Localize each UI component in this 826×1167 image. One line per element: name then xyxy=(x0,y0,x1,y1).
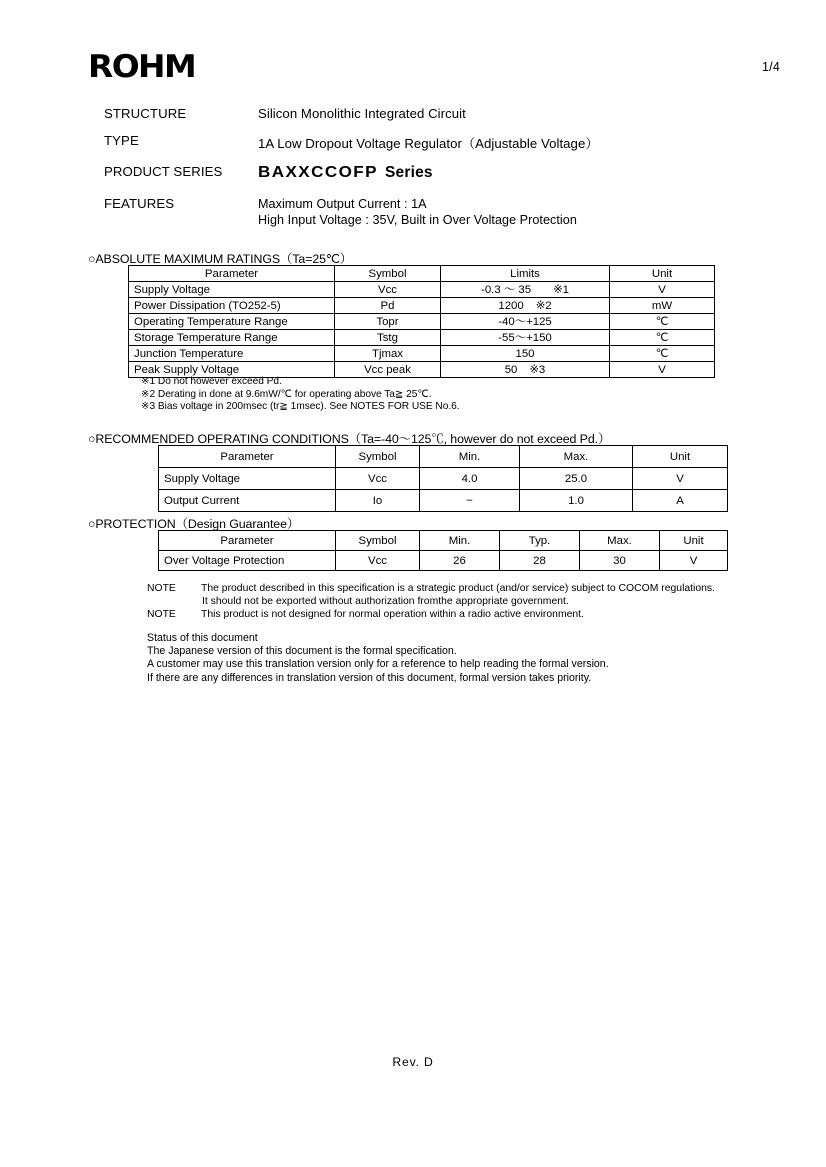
cell-unit: V xyxy=(610,362,715,378)
footnote-1: ※1 Do not however exceed Pd. xyxy=(141,376,282,387)
table-header-row xyxy=(159,446,728,468)
column-header-unit: Unit xyxy=(660,531,728,551)
status-line-2: The Japanese version of this document is the formal specification. xyxy=(147,645,457,658)
cell-symbol: Vcc xyxy=(336,551,420,571)
column-header-parameter: Parameter xyxy=(159,446,336,468)
structure-label: STRUCTURE xyxy=(104,106,187,121)
cell-parameter: Storage Temperature Range xyxy=(129,330,335,346)
cell-symbol: Tstg xyxy=(335,330,441,346)
cell-unit: ℃ xyxy=(610,346,715,362)
cell-symbol: Vcc xyxy=(335,282,441,298)
cell-min: − xyxy=(420,490,520,512)
product-series-label: PRODUCT SERIES xyxy=(104,164,223,179)
column-header-min: Min. xyxy=(420,531,500,551)
limits-note-ref: ※1 xyxy=(553,283,569,296)
structure-value: Silicon Monolithic Integrated Circuit xyxy=(258,106,466,121)
document-header xyxy=(0,0,826,100)
column-header-typ: Typ. xyxy=(500,531,580,551)
recommended-operating-conditions-table xyxy=(158,445,728,512)
features-label: FEATURES xyxy=(104,196,175,211)
status-line-3: A customer may use this translation version only for a reference to help reading the formal version. xyxy=(147,658,609,671)
limits-value: 50 xyxy=(504,363,518,376)
column-header-symbol: Symbol xyxy=(336,446,420,468)
table-row xyxy=(159,468,728,490)
features-line-2: High Input Voltage : 35V, Built in Over Voltage Protection xyxy=(258,213,577,227)
limits-value: -0.3 ～ 35 xyxy=(481,283,532,296)
table-header-row xyxy=(159,531,728,551)
cell-parameter: Peak Supply Voltage xyxy=(129,362,335,378)
note-1 xyxy=(147,583,715,596)
notes-block xyxy=(147,583,715,621)
column-header-parameter: Parameter xyxy=(129,266,335,282)
type-label: TYPE xyxy=(104,133,139,148)
cell-max: 1.0 xyxy=(520,490,633,512)
rohm-logo: ROHM xyxy=(88,49,196,85)
cell-symbol: Topr xyxy=(335,314,441,330)
cell-unit: ℃ xyxy=(610,314,715,330)
absolute-maximum-ratings-table xyxy=(128,265,715,378)
cell-symbol: Vcc xyxy=(336,468,420,490)
specification-summary xyxy=(104,106,764,240)
features-value xyxy=(258,196,577,228)
spec-row-product-series xyxy=(104,164,764,182)
protection-heading-text: PROTECTION（Design Guarantee） xyxy=(95,517,300,531)
cell-max: 30 xyxy=(580,551,660,571)
column-header-unit: Unit xyxy=(633,446,728,468)
column-header-min: Min. xyxy=(420,446,520,468)
product-series-suffix: Series xyxy=(385,164,433,181)
recommended-operating-conditions-heading-text: RECOMMENDED OPERATING CONDITIONS（Ta=-40～125℃, however do not exceed Pd.） xyxy=(95,432,611,446)
limits-note-ref: ※2 xyxy=(535,299,552,312)
product-series-value-wrap xyxy=(258,164,433,182)
cell-unit: V xyxy=(633,468,728,490)
table-row xyxy=(159,551,728,571)
cell-parameter: Supply Voltage xyxy=(129,282,335,298)
status-of-document-block xyxy=(147,632,609,685)
table-row xyxy=(129,330,715,346)
cell-min: 26 xyxy=(420,551,500,571)
footnote-3: ※3 Bias voltage in 200msec (tr≧ 1msec). See NOTES FOR USE No.6. xyxy=(141,401,460,413)
cell-unit: ℃ xyxy=(610,330,715,346)
document-footer xyxy=(0,1055,826,1069)
revision-label: Rev. D xyxy=(392,1055,434,1069)
note-2-text: This product is not designed for normal operation within a radio active environment. xyxy=(201,608,584,620)
cell-parameter: Power Dissipation (TO252-5) xyxy=(129,298,335,314)
table-row xyxy=(129,314,715,330)
spec-row-structure xyxy=(104,106,764,121)
cell-limits: 150 xyxy=(441,346,610,362)
note-1-continuation: It should not be exported without authorization fromthe appropriate government. xyxy=(202,595,569,607)
table-row xyxy=(129,282,715,298)
note-tag: NOTE xyxy=(147,608,176,620)
limits-value: 1200 xyxy=(498,299,524,312)
status-title: Status of this document xyxy=(147,632,258,644)
type-value: 1A Low Dropout Voltage Regulator（Adjustable Voltage） xyxy=(258,136,599,151)
cell-symbol: Tjmax xyxy=(335,346,441,362)
table-row xyxy=(129,298,715,314)
spec-row-features xyxy=(104,196,764,228)
absolute-maximum-ratings-heading-text: ABSOLUTE MAXIMUM RATINGS（Ta=25℃） xyxy=(95,252,353,266)
features-line-1: Maximum Output Current : 1A xyxy=(258,197,427,211)
cell-symbol: Vcc peak xyxy=(335,362,441,378)
cell-parameter: Supply Voltage xyxy=(159,468,336,490)
circle-bullet-icon: ○ xyxy=(88,252,96,266)
cell-unit: mW xyxy=(610,298,715,314)
circle-bullet-icon: ○ xyxy=(88,517,96,531)
cell-parameter: Output Current xyxy=(159,490,336,512)
cell-limits: -55～+150 xyxy=(441,330,610,346)
cell-max: 25.0 xyxy=(520,468,633,490)
cell-limits: -40～+125 xyxy=(441,314,610,330)
table-row xyxy=(129,346,715,362)
page-number: 1/4 xyxy=(762,60,780,74)
cell-symbol: Io xyxy=(336,490,420,512)
cell-limits xyxy=(441,362,610,378)
spec-row-type xyxy=(104,133,764,152)
column-header-max: Max. xyxy=(580,531,660,551)
product-series-name: BAXXCCOFP xyxy=(258,164,378,181)
table-row xyxy=(159,490,728,512)
cell-parameter: Operating Temperature Range xyxy=(129,314,335,330)
protection-table xyxy=(158,530,728,571)
status-line-4: If there are any differences in translation version of this document, formal version takes priority. xyxy=(147,671,592,684)
limits-note-ref: ※3 xyxy=(529,363,546,376)
cell-unit: V xyxy=(660,551,728,571)
note-tag: NOTE xyxy=(147,583,176,594)
column-header-symbol: Symbol xyxy=(335,266,441,282)
cell-symbol: Pd xyxy=(335,298,441,314)
column-header-symbol: Symbol xyxy=(336,531,420,551)
column-header-parameter: Parameter xyxy=(159,531,336,551)
cell-parameter: Junction Temperature xyxy=(129,346,335,362)
cell-min: 4.0 xyxy=(420,468,520,490)
cell-typ: 28 xyxy=(500,551,580,571)
cell-unit: A xyxy=(633,490,728,512)
note-2 xyxy=(147,609,715,622)
column-header-limits: Limits xyxy=(441,266,610,282)
cell-unit: V xyxy=(610,282,715,298)
table-header-row xyxy=(129,266,715,282)
column-header-max: Max. xyxy=(520,446,633,468)
absolute-maximum-ratings-footnotes xyxy=(141,376,460,414)
circle-bullet-icon: ○ xyxy=(88,432,96,446)
cell-limits xyxy=(441,282,610,298)
footnote-2: ※2 Derating in done at 9.6mW/℃ for operating above Ta≧ 25℃. xyxy=(141,388,432,400)
column-header-unit: Unit xyxy=(610,266,715,282)
cell-limits xyxy=(441,298,610,314)
note-1-text: The product described in this specification is a strategic product (and/or service) subject to COCOM regulations. xyxy=(201,583,715,594)
cell-parameter: Over Voltage Protection xyxy=(159,551,336,571)
